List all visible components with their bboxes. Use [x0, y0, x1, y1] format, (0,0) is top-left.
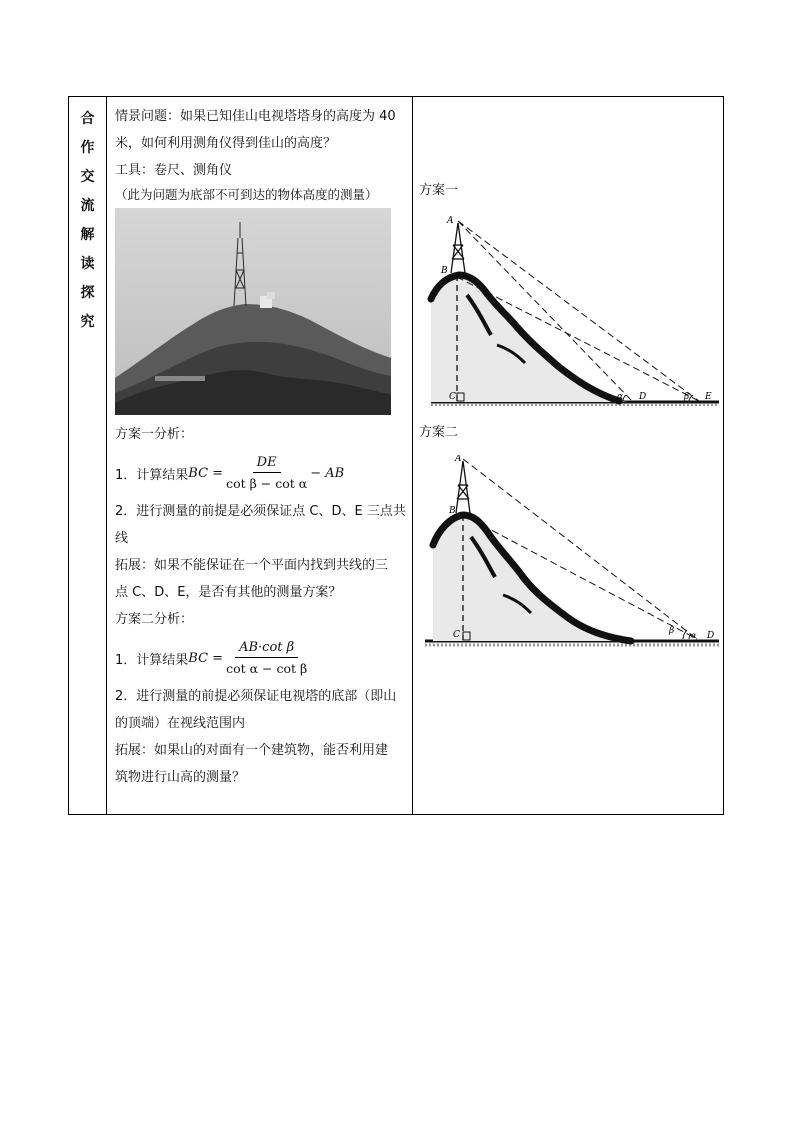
scheme1-title: 方案一分析：	[115, 427, 194, 442]
point-label: B	[441, 266, 448, 276]
point-label: C	[453, 630, 460, 640]
fraction-denominator: cot β − cot α	[226, 476, 308, 491]
section-label-column	[69, 97, 107, 814]
section-label-char: 究	[80, 314, 95, 330]
scheme2-label: 方案二	[419, 425, 459, 440]
scheme1-formula	[115, 448, 406, 498]
angle-label: β	[684, 392, 690, 402]
fraction-denominator: cot α − cot β	[226, 661, 308, 676]
formula-prefix: 1．计算结果	[115, 652, 189, 668]
section-label-char: 读	[80, 256, 95, 272]
scheme1-extension: 拓展：如果不能保证在一个平面内找到共线的三	[115, 558, 389, 573]
point-label: A	[455, 455, 462, 464]
scheme1-label: 方案一	[419, 183, 459, 198]
scheme2-extension: 筑物进行山高的测量？	[115, 770, 246, 785]
scheme2-diagram	[423, 455, 723, 655]
scheme1-premise: 线	[115, 531, 129, 546]
content-table	[68, 96, 724, 815]
point-label: D	[707, 631, 715, 641]
section-label-char: 探	[80, 285, 95, 301]
fraction-numerator: AB·cot β	[235, 640, 298, 658]
angle-label: α	[691, 631, 697, 640]
scheme1-extension: 点 C、D、E，是否有其他的测量方案？	[115, 585, 342, 600]
main-content-column	[107, 97, 413, 814]
scheme2-formula	[115, 633, 406, 683]
scheme1-premise: 2．进行测量的前提是必须保证点 C、D、E 三点共	[115, 504, 406, 519]
diagram-column	[413, 97, 723, 814]
point-label: D	[639, 392, 647, 402]
point-label: B	[449, 506, 456, 516]
section-label-char: 作	[80, 140, 95, 156]
intro-text: 情景问题：如果已知佳山电视塔塔身的高度为 40	[115, 109, 396, 124]
scheme2-title: 方案二分析：	[115, 612, 194, 627]
formula-lhs: BC =	[188, 465, 224, 481]
tv-tower-photo	[115, 208, 391, 415]
scheme2-extension: 拓展：如果山的对面有一个建筑物，能否利用建	[115, 743, 389, 758]
point-label: A	[447, 216, 454, 226]
fraction-numerator: DE	[253, 455, 281, 473]
scheme2-premise: 的顶端）在视线范围内	[115, 716, 246, 731]
scheme1-diagram	[427, 215, 723, 409]
intro-text: 米，如何利用测角仪得到佳山的高度？	[115, 136, 337, 151]
scheme2-premise: 2．进行测量的前提必须保证电视塔的底部（即山	[115, 689, 397, 704]
angle-label: β	[669, 626, 675, 636]
section-label-char: 合	[80, 111, 95, 127]
section-label-char: 流	[80, 198, 95, 214]
formula-fraction	[226, 640, 307, 676]
tools-text: 工具：卷尺、测角仪	[115, 163, 233, 178]
formula-prefix: 1．计算结果	[115, 467, 189, 483]
note-text: （此为问题为底部不可到达的物体高度的测量）	[115, 187, 378, 202]
section-label-char: 解	[80, 227, 95, 243]
point-label: E	[705, 392, 712, 402]
section-label-char: 交	[80, 169, 95, 185]
point-label: C	[449, 392, 456, 402]
formula-suffix: − AB	[310, 465, 345, 481]
formula-lhs: BC =	[188, 650, 224, 666]
formula-fraction	[226, 455, 307, 491]
angle-label: α	[617, 392, 624, 402]
